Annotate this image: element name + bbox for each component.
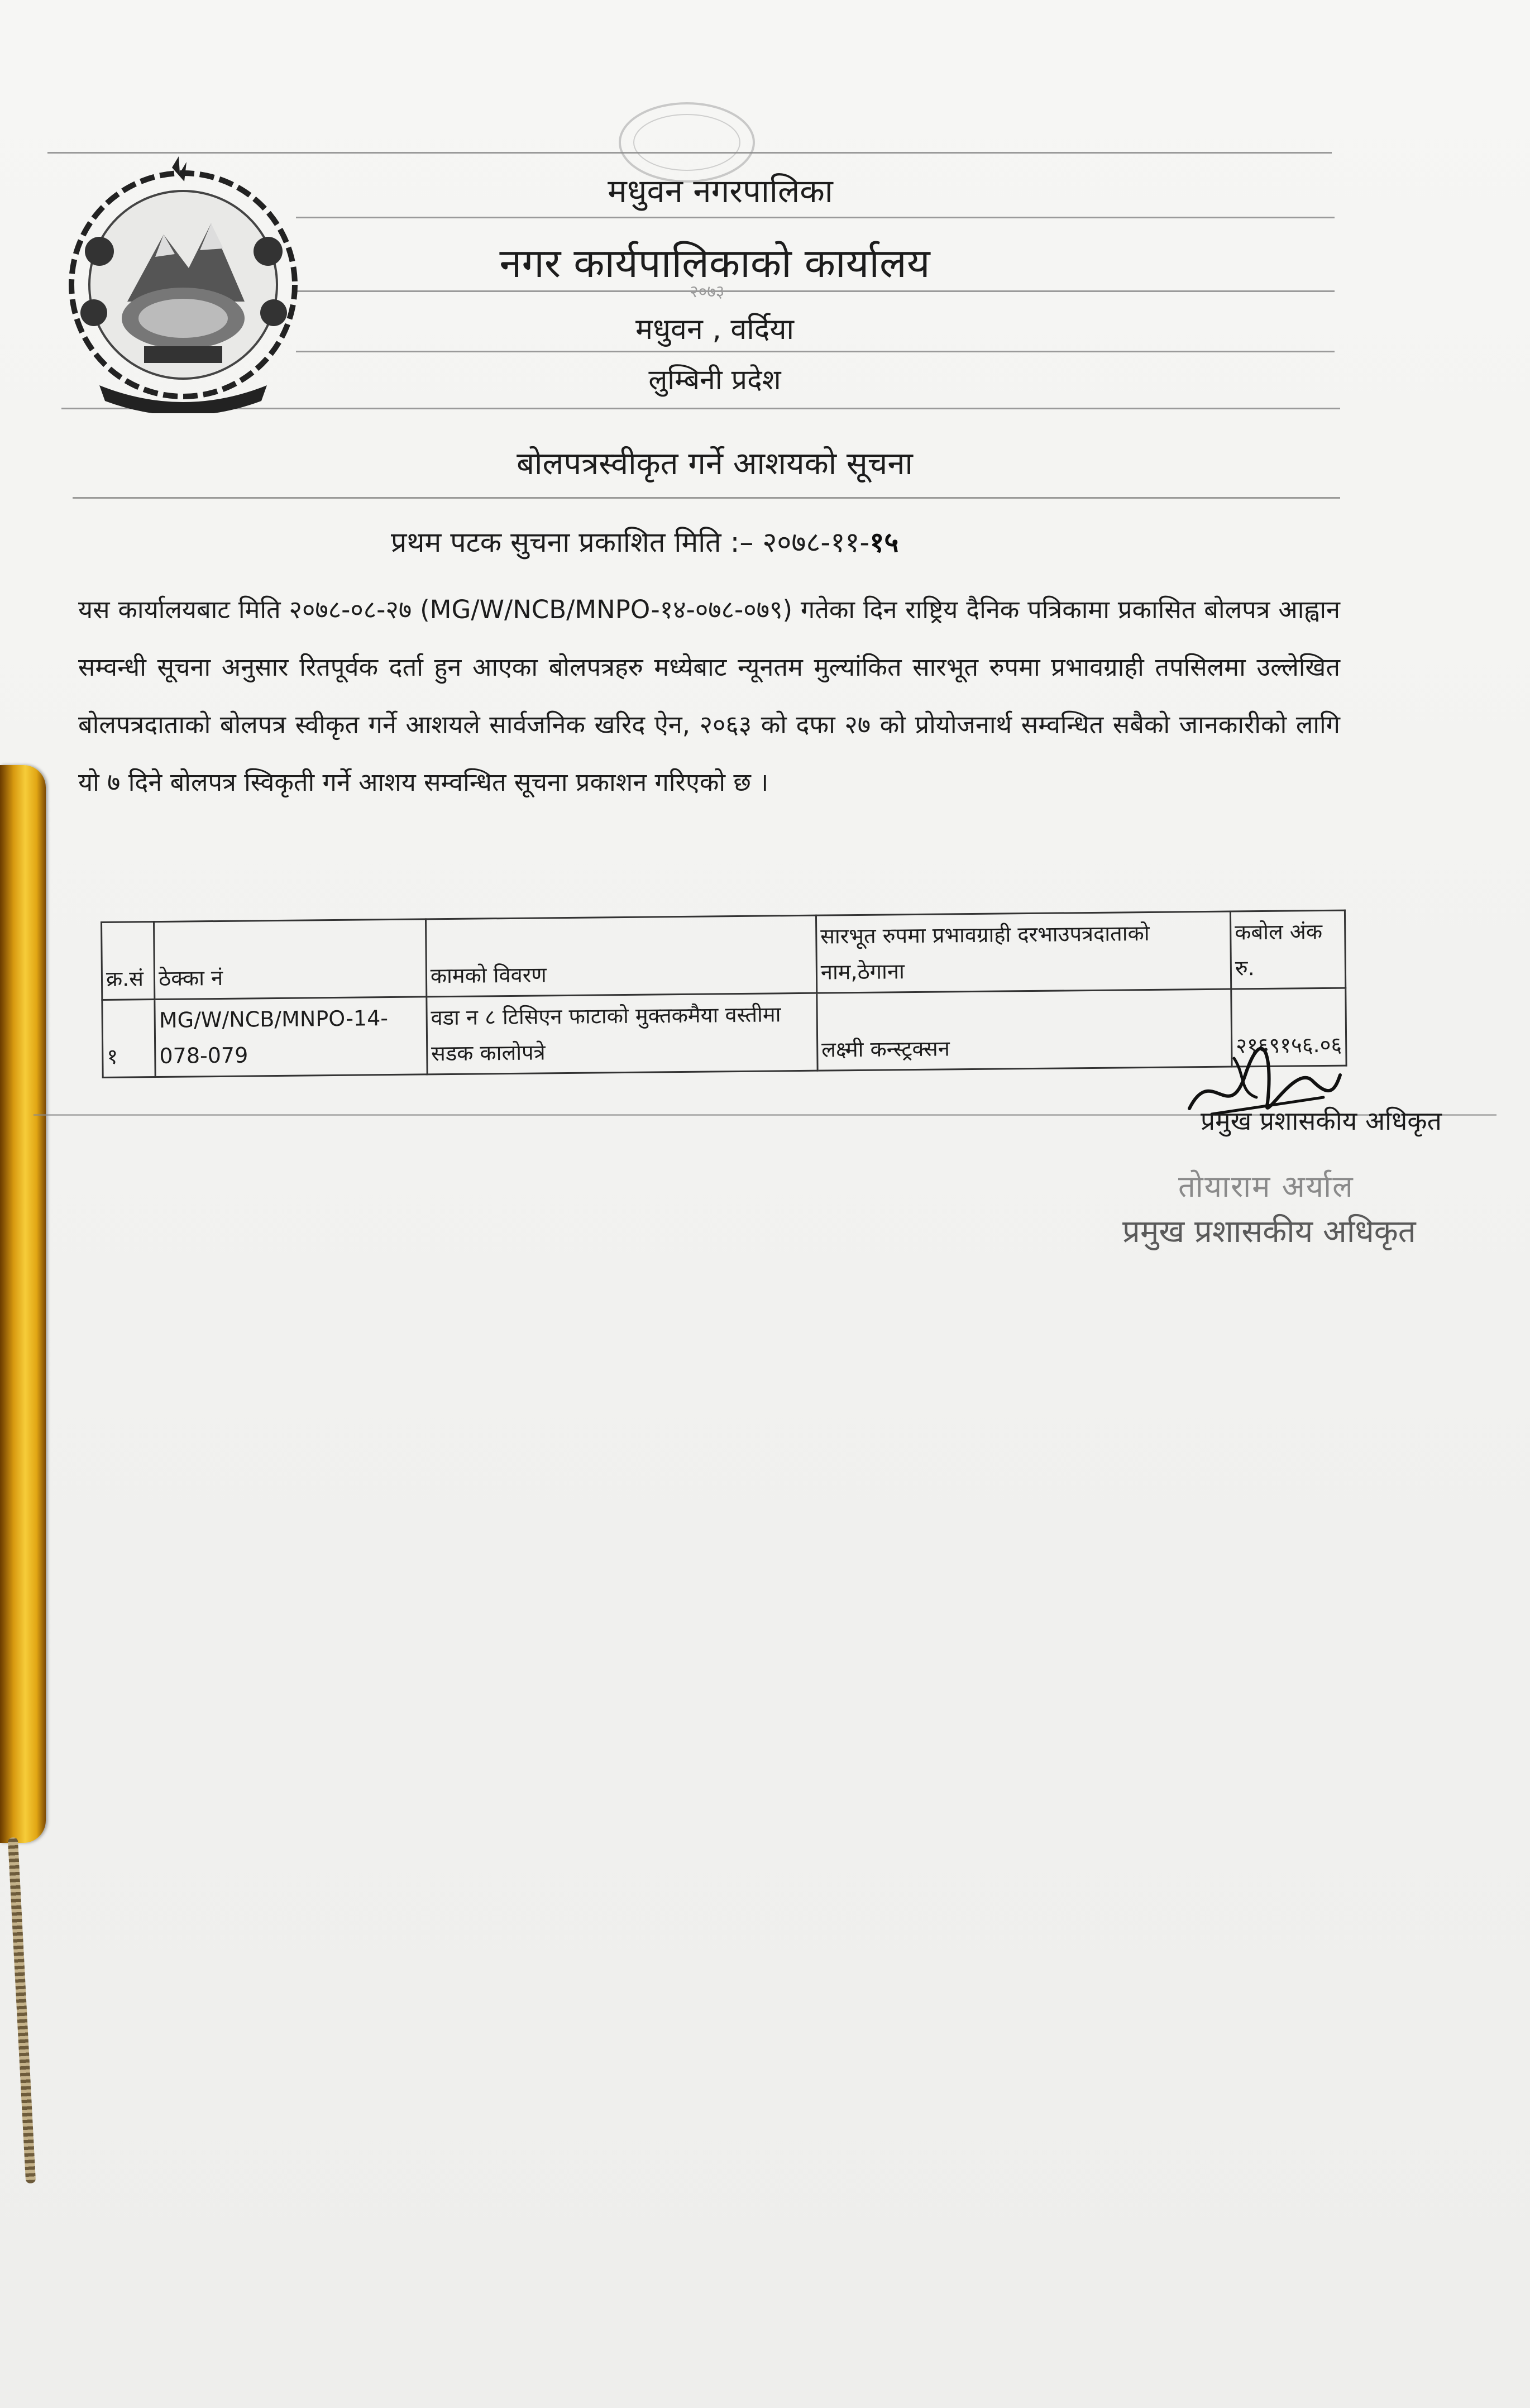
notice-title: बोलपत्रस्वीकृत गर्ने आशयको सूचना [517, 446, 913, 482]
office-name: नगर कार्यपालिकाको कार्यालय [499, 240, 930, 286]
title-rule [73, 497, 1340, 499]
signatory-title: प्रमुख प्रशासकीय अधिकृत [1201, 1106, 1442, 1136]
binder-clip [0, 765, 46, 1843]
header-sn: क्र.सं [102, 922, 155, 1000]
header-rule-1 [296, 217, 1335, 218]
registration-number: २०७३ [690, 282, 725, 302]
header-rule-3 [296, 351, 1335, 352]
cell-amount: २१६९१५६.०६ [1231, 988, 1346, 1067]
award-table [101, 910, 1347, 1078]
nepal-emblem-icon [60, 151, 306, 413]
header-contract-no: ठेक्का नं [154, 919, 427, 1000]
municipality-name: मधुवन नगरपालिका [608, 172, 833, 210]
publish-date-label: प्रथम पटक सुचना प्रकाशित मिति :– [391, 526, 754, 558]
notice-body: यस कार्यालयबाट मिति २०७८-०८-२७ (MG/W/NCB/MNPO-१४-०७८-०७९) गतेका दिन राष्ट्रिय दैनिक पत्रिकामा प्रकासित बोलपत्र आह्वान सम्वन्धी सूचना अनुसार रितपूर्वक दर्ता हुन आएका बोलपत्रहरु मध्येबाट न्यूनतम मुल्यांकित सारभूत रुपमा प्रभावग्राही तपसिलमा उल्लेखित बोलपत्रदाताको बोलपत्र स्वीकृत गर्ने आशयले सार्वजनिक खरिद ऐन, २०६३ को दफा २७ को प्रोयोजनार्थ सम्वन्धित सबैको जानकारीको लागि यो ७ दिने बोलपत्र स्विकृती गर्ने आशय सम्वन्धित सूचना प्रकाशन गरिएको छ । [78, 595, 1340, 797]
province-name: लुम्बिनी प्रदेश [648, 364, 781, 396]
header-rule-2 [296, 290, 1335, 292]
header-description: कामको विवरण [425, 915, 816, 997]
publish-date-line [391, 522, 898, 560]
official-stamp-name: तोयाराम अर्याल [1178, 1169, 1354, 1204]
table-header-row [102, 910, 1346, 1000]
cell-bidder: लक्ष्मी कन्स्ट्रक्सन [817, 989, 1232, 1071]
publish-date-printed: २०७८-११- [762, 526, 870, 558]
cell-sn: १ [102, 1000, 156, 1078]
office-address: मधुवन , वर्दिया [635, 313, 795, 346]
publish-date-handwritten: १५ [869, 526, 899, 558]
header-bidder: सारभूत रुपमा प्रभावग्राही दरभाउपत्रदाताको नाम,ठेगाना [816, 911, 1231, 993]
binder-spring [8, 1837, 36, 2184]
cell-description: वडा न ८ टिसिएन फाटाको मुक्तकमैया वस्तीमा सडक कालोपत्रे [427, 993, 817, 1074]
official-stamp-title: प्रमुख प्रशासकीय अधिकृत [1122, 1213, 1416, 1250]
table-row [102, 988, 1346, 1077]
header-amount: कबोल अंक रु. [1230, 910, 1345, 989]
cell-contract-no: MG/W/NCB/MNPO-14-078-079 [155, 997, 427, 1077]
